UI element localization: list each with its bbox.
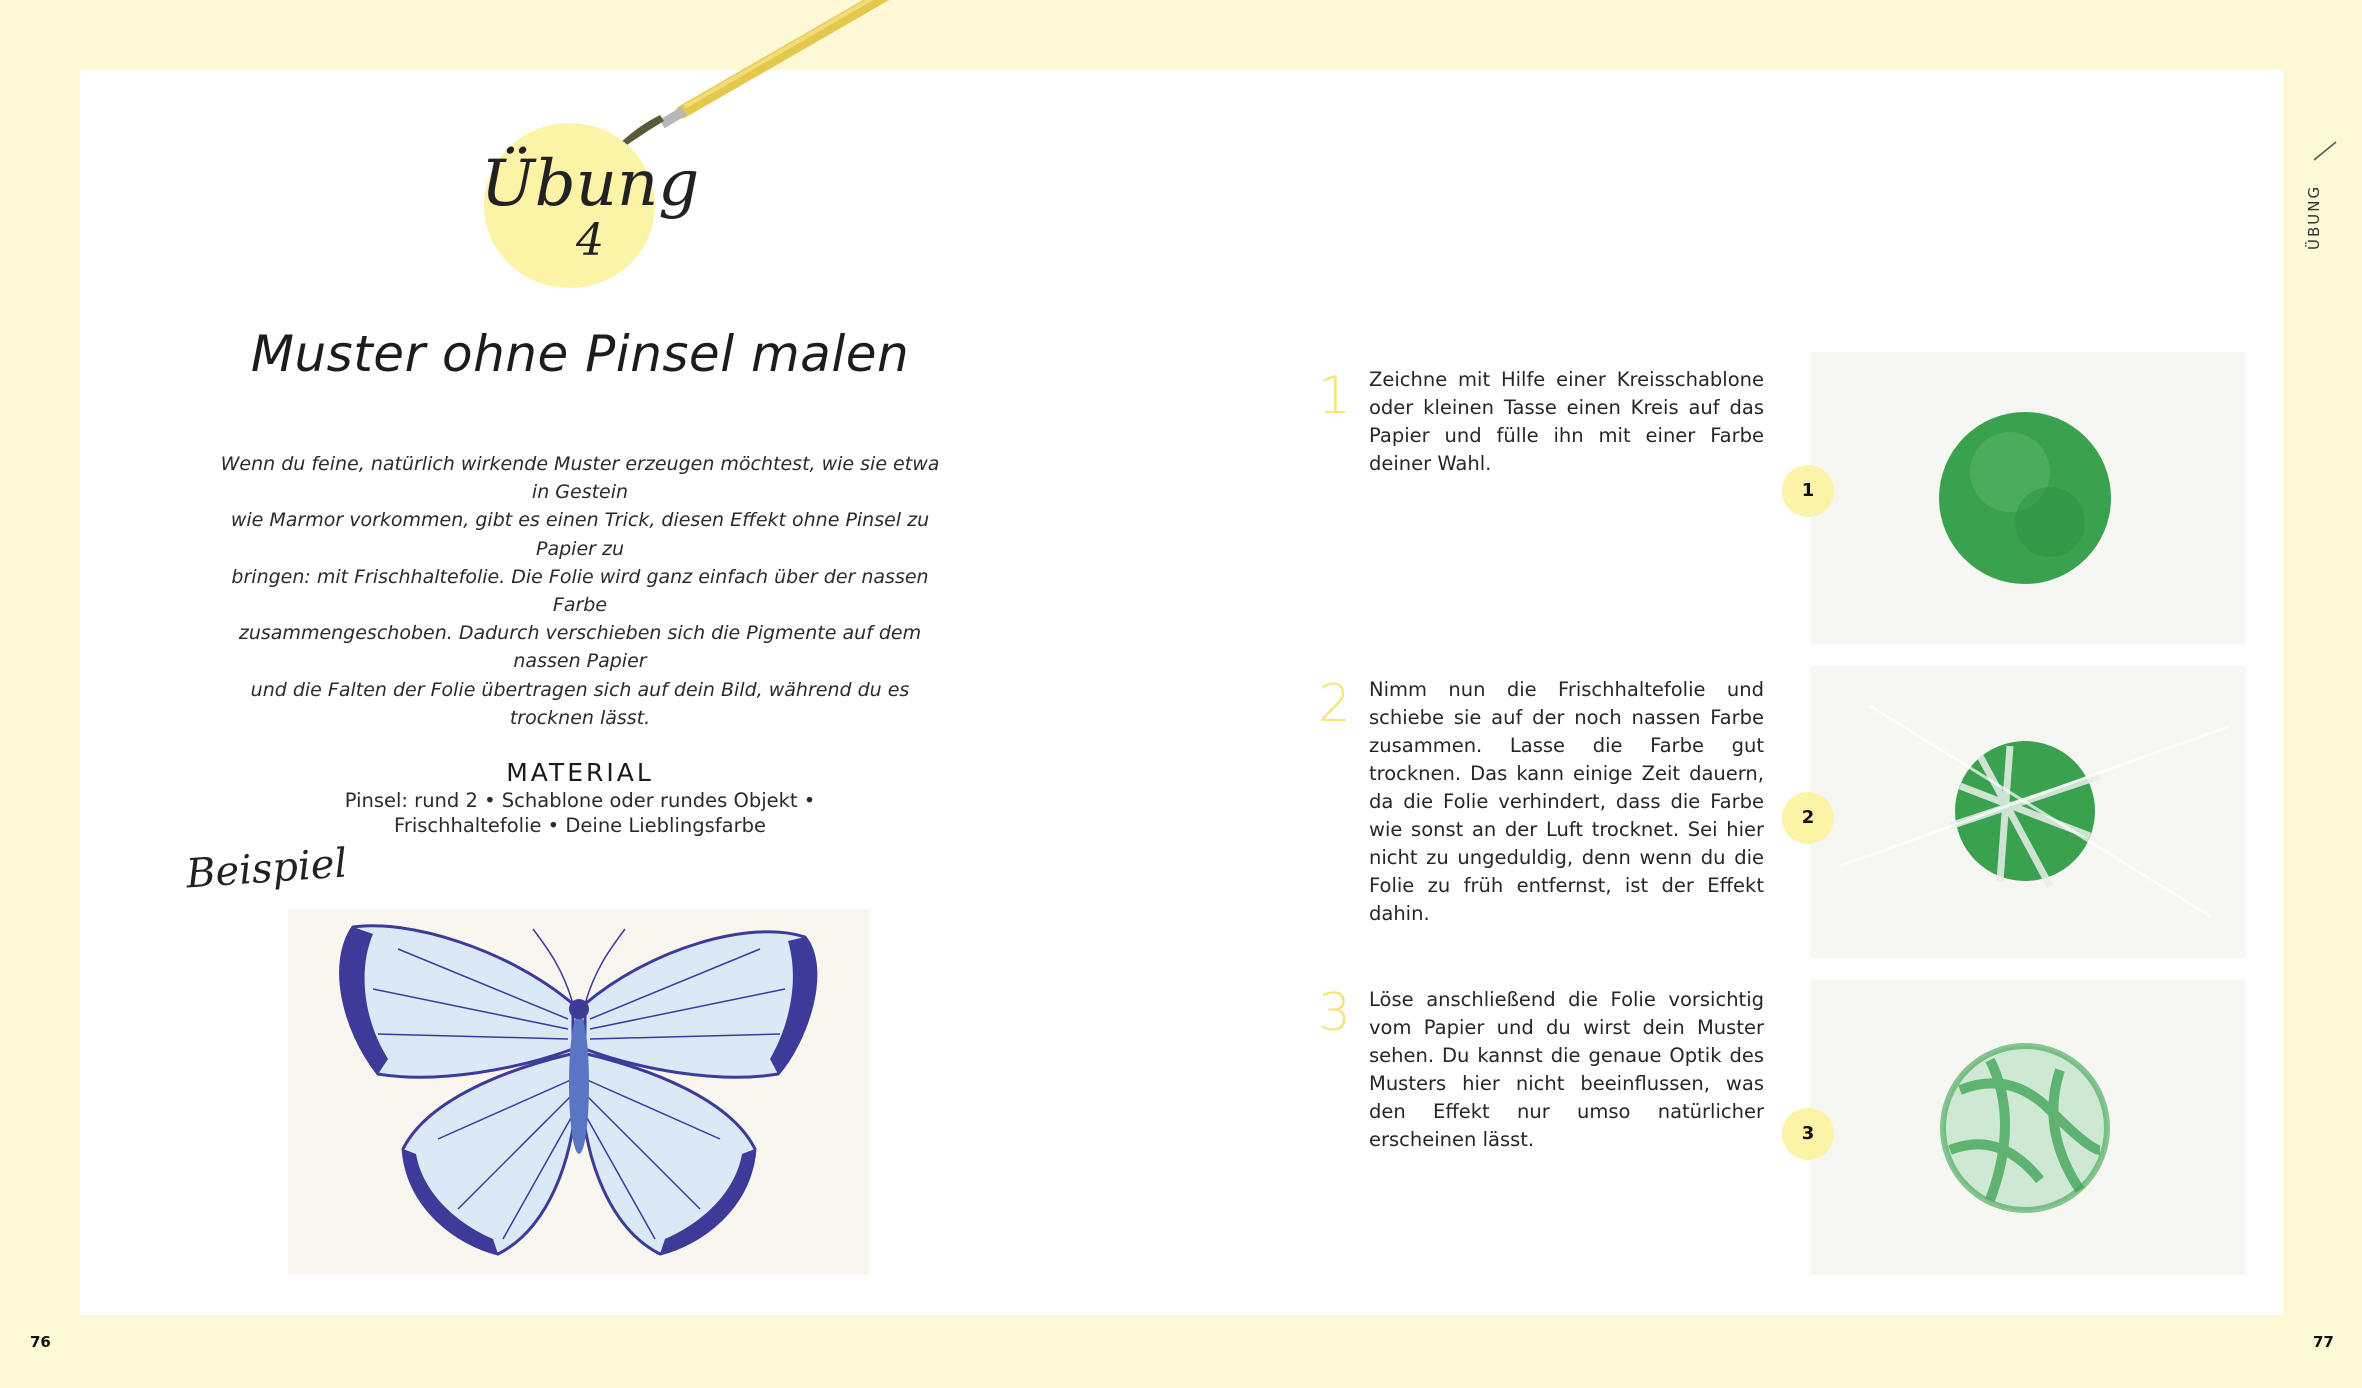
step-marker: 1 — [1782, 465, 1834, 517]
step-marker: 3 — [1782, 1108, 1834, 1160]
step-number: 3 — [1318, 983, 1352, 1043]
material-list — [330, 788, 830, 838]
page-number-left: 76 — [30, 1333, 51, 1351]
marbled-circle-image — [1810, 980, 2246, 1275]
step-text: Nimm nun die Frischhaltefolie und schiebe sie auf der noch nassen Farbe zusammen. Lasse die Farbe gut trocknen. Das kann einige Zeit dauern, da die Folie verhindert, dass die Farbe wie sonst an der Luft trocknet. Sei hier nicht zu ungeduldig, denn wenn du die Folie zu früh entfernst, ist der Effekt dahin. — [1369, 678, 1764, 925]
intro-line: bringen: mit Frischhaltefolie. Die Folie wird ganz einfach über der nassen Farbe — [231, 565, 929, 617]
butterfly-image — [288, 909, 870, 1275]
material-line: Frischhaltefolie • Deine Lieblingsfarbe — [394, 814, 766, 837]
step-text: Zeichne mit Hilfe einer Kreisschablone oder kleinen Tasse einen Kreis auf das Papier und fülle ihn mit einer Farbe deiner Wahl. — [1369, 368, 1764, 475]
exercise-label: Übung — [480, 147, 700, 221]
intro-line: und die Falten der Folie übertragen sich auf dein Bild, während du es trocknen lässt. — [250, 678, 910, 729]
page-title: Muster ohne Pinsel malen — [250, 325, 910, 383]
intro-line: zusammengeschoben. Dadurch verschieben sich die Pigmente auf dem nassen Papier — [238, 622, 922, 673]
material-heading: MATERIAL — [506, 758, 654, 787]
intro-paragraph — [210, 450, 950, 732]
foil-circle-image — [1810, 666, 2246, 958]
butterfly-illustration — [288, 909, 870, 1275]
step-photo — [1810, 352, 2246, 644]
step-photo — [1810, 980, 2246, 1275]
green-circle-image — [1810, 352, 2246, 644]
side-section-label: ÜBUNG — [2305, 184, 2323, 250]
intro-line: wie Marmor vorkommen, gibt es einen Trick, diesen Effekt ohne Pinsel zu Papier zu — [230, 509, 930, 560]
step-number: 1 — [1318, 366, 1352, 426]
material-line: Pinsel: rund 2 • Schablone oder rundes Objekt • — [344, 789, 816, 812]
step-text: Löse anschließend die Folie vorsichtig vom Papier und du wirst dein Muster sehen. Du kannst die genaue Optik des Musters hier nicht beeinflussen, was den Effekt nur umso natürlicher erscheinen lässt. — [1369, 988, 1764, 1151]
exercise-number: 4 — [576, 215, 604, 266]
step-number: 2 — [1318, 674, 1352, 734]
step-photo — [1810, 666, 2246, 958]
page-number-right: 77 — [2313, 1333, 2334, 1351]
step-marker: 2 — [1782, 792, 1834, 844]
example-label: Beispiel — [184, 840, 349, 898]
intro-line: Wenn du feine, natürlich wirkende Muster erzeugen möchtest, wie sie etwa in Gestein — [220, 453, 940, 504]
pencil-icon — [2310, 140, 2340, 162]
